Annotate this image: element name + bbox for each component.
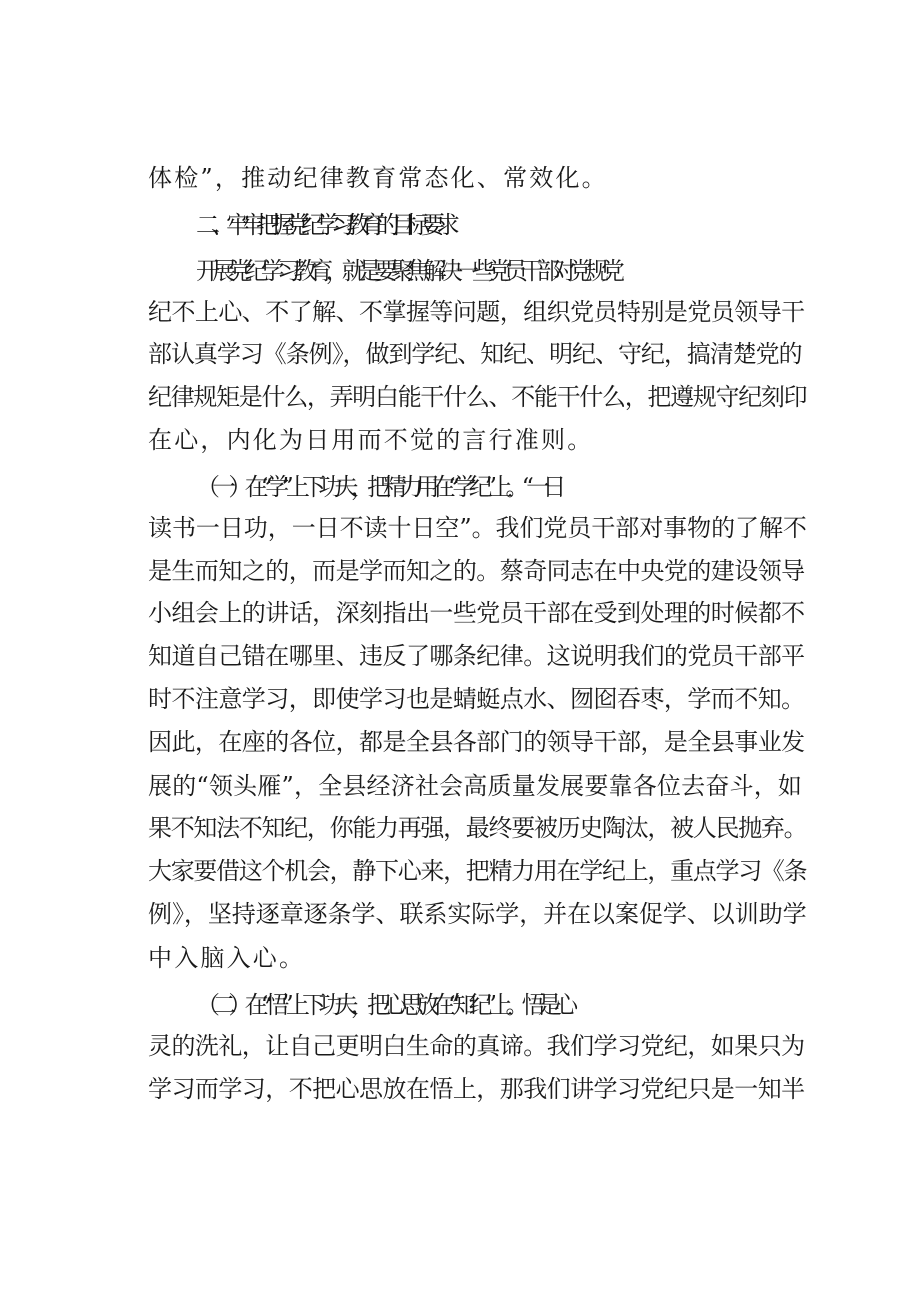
text-line: 中入脑入心。: [148, 944, 306, 972]
text-line: 开展党纪学习教育，就是要聚焦解决一些党员干部对党规党: [196, 257, 618, 285]
text-line: 体检”，推动纪律教育常态化、常效化。: [148, 164, 608, 192]
subsection-heading: （一）在“学”上下功夫，把精力用在“学纪”上。“一日: [196, 473, 559, 501]
text-line: 学习而学习，不把心思放在悟上，那我们讲学习党纪只是一知半: [148, 1075, 805, 1103]
text-line: 读书一日功，一日不读十日空”。我们党员干部对事物的了解不: [148, 514, 807, 542]
section-heading: 二、牢牢把握党纪学习教育的目标要求: [196, 211, 451, 239]
text-line: 知道自己错在哪里、违反了哪条纪律。这说明我们的党员干部平: [148, 642, 805, 670]
text-line: 时不注意学习，即使学习也是蜻蜓点水、囫囵吞枣，学而不知。: [148, 685, 805, 713]
text-line: 展的“领头雁”，全县经济社会高质量发展要靠各位去奋斗，如: [148, 772, 803, 800]
text-line: 在心，内化为日用而不觉的言行准则。: [148, 426, 594, 454]
text-line: 因此，在座的各位，都是全县各部门的领导干部，是全县事业发: [148, 728, 805, 756]
text-line: 纪律规矩是什么，弄明白能干什么、不能干什么，把遵规守纪刻印: [148, 383, 807, 411]
text-line: 小组会上的讲话，深刻指出一些党员干部在受到处理的时候都不: [148, 599, 805, 627]
subsection-heading: （二）在“悟”上下功夫，把心思放在“知纪”上。悟是心: [196, 991, 571, 1019]
text-line: 灵的洗礼，让自己更明白生命的真谛。我们学习党纪，如果只为: [148, 1032, 805, 1060]
text-line: 是生而知之的，而是学而知之的。蔡奇同志在中央党的建设领导: [148, 557, 805, 585]
text-line: 果不知法不知纪，你能力再强，最终要被历史陶汰，被人民抛弃。: [148, 814, 807, 842]
text-line: 大家要借这个机会，静下心来，把精力用在学纪上，重点学习《条: [148, 857, 807, 885]
text-line: 部认真学习《条例》，做到学纪、知纪、明纪、守纪，搞清楚党的: [148, 340, 802, 368]
text-line: 例》，坚持逐章逐条学、联系实际学，并在以案促学、以训助学: [148, 900, 807, 928]
text-line: 纪不上心、不了解、不掌握等问题，组织党员特别是党员领导干: [148, 298, 805, 326]
